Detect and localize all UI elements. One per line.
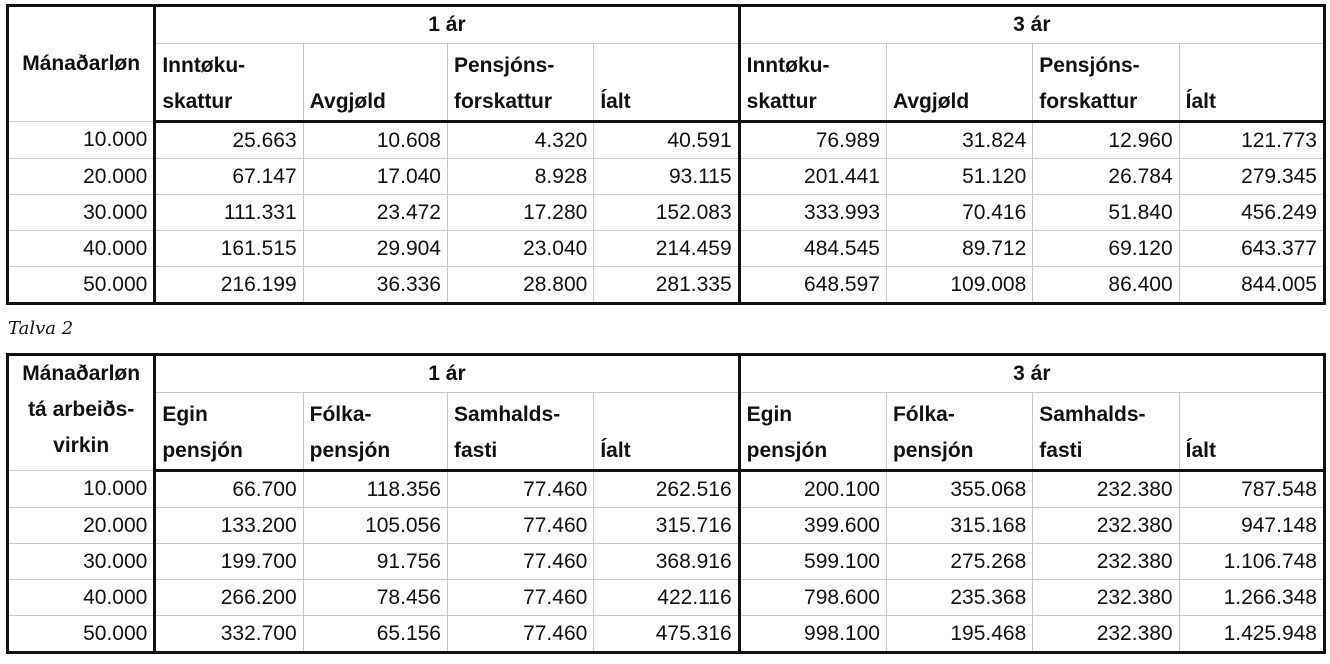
column-header xyxy=(447,393,593,471)
table-cell: 78.456 xyxy=(303,580,447,616)
table-cell: 648.597 xyxy=(739,267,886,303)
table-cell: 12.960 xyxy=(1033,122,1179,159)
table-cell: 200.100 xyxy=(739,471,886,508)
row-salary-cell: 30.000 xyxy=(9,544,155,580)
column-header-line: Fólka- xyxy=(892,403,955,426)
table-row xyxy=(9,122,1324,159)
column-header-line: Íalt xyxy=(1185,90,1216,113)
column-header xyxy=(155,44,303,122)
table-cell: 161.515 xyxy=(155,231,303,267)
table-cell: 262.516 xyxy=(594,471,739,508)
table-cell: 89.712 xyxy=(886,231,1032,267)
row-header-line: Mánaðarløn xyxy=(22,362,141,385)
column-header-line: Íalt xyxy=(600,439,631,462)
table-cell: 998.100 xyxy=(739,616,886,652)
table-cell: 17.040 xyxy=(303,159,447,195)
column-header xyxy=(155,393,303,471)
column-header-line: forskattur xyxy=(1039,90,1138,113)
table-cell: 76.989 xyxy=(739,122,886,159)
table-cell: 28.800 xyxy=(447,267,593,303)
table-cell: 399.600 xyxy=(739,508,886,544)
column-header-line: Samhalds- xyxy=(1039,403,1146,426)
group-header-1-year: 1 ár xyxy=(155,7,739,44)
table-row xyxy=(9,471,1324,508)
column-header-line: skattur xyxy=(162,90,233,113)
table-cell: 118.356 xyxy=(303,471,447,508)
column-header xyxy=(1033,44,1179,122)
table-cell: 77.460 xyxy=(447,471,593,508)
row-salary-cell: 10.000 xyxy=(9,122,155,159)
table-row xyxy=(9,544,1324,580)
table-cell: 10.608 xyxy=(303,122,447,159)
table-cell: 475.316 xyxy=(594,616,739,652)
column-header-line: fasti xyxy=(1039,439,1083,462)
table-row xyxy=(9,195,1324,231)
column-header xyxy=(303,44,447,122)
table-cell: 40.591 xyxy=(594,122,739,159)
column-header-line: Avgjøld xyxy=(892,90,970,113)
table-cell: 787.548 xyxy=(1179,471,1323,508)
table-cell: 36.336 xyxy=(303,267,447,303)
table-cell: 279.345 xyxy=(1179,159,1323,195)
table-cell: 232.380 xyxy=(1033,544,1179,580)
column-header xyxy=(1033,393,1179,471)
group-header-3-years: 3 ár xyxy=(739,7,1323,44)
column-header-line: pensjón xyxy=(162,439,243,462)
table-cell: 232.380 xyxy=(1033,616,1179,652)
table-cell: 23.472 xyxy=(303,195,447,231)
table-cell: 798.600 xyxy=(739,580,886,616)
table-cell: 332.700 xyxy=(155,616,303,652)
table-cell: 93.115 xyxy=(594,159,739,195)
table-cell: 844.005 xyxy=(1179,267,1323,303)
row-header-line: virkin xyxy=(53,434,110,457)
table-cell: 643.377 xyxy=(1179,231,1323,267)
column-header-line xyxy=(1186,48,1317,84)
group-header-1-year: 1 ár xyxy=(155,356,739,393)
row-salary-cell: 10.000 xyxy=(9,471,155,508)
table-cell: 195.468 xyxy=(886,616,1032,652)
table-row xyxy=(9,580,1324,616)
table-cell: 1.425.948 xyxy=(1179,616,1323,652)
table-cell: 26.784 xyxy=(1033,159,1179,195)
table-cell: 31.824 xyxy=(886,122,1032,159)
column-header xyxy=(739,393,886,471)
table-cell: 201.441 xyxy=(739,159,886,195)
column-header-line: Íalt xyxy=(600,90,631,113)
column-header xyxy=(447,44,593,122)
table-cell: 25.663 xyxy=(155,122,303,159)
table-cell: 232.380 xyxy=(1033,508,1179,544)
group-header-3-years: 3 ár xyxy=(739,356,1323,393)
column-header-line: pensjón xyxy=(746,439,828,462)
column-header-line xyxy=(600,48,731,84)
column-header-line: Avgjøld xyxy=(309,90,386,113)
table-cell: 77.460 xyxy=(447,580,593,616)
table-cell: 275.268 xyxy=(886,544,1032,580)
table-cell: 232.380 xyxy=(1033,580,1179,616)
column-header xyxy=(886,44,1032,122)
column-header xyxy=(303,393,447,471)
table-cell: 947.148 xyxy=(1179,508,1323,544)
table-cell: 484.545 xyxy=(739,231,886,267)
pension-table xyxy=(8,355,1324,652)
column-header-line xyxy=(310,48,441,84)
column-header xyxy=(594,44,739,122)
column-header-line: Inntøku- xyxy=(162,54,246,77)
column-header-line: Egin xyxy=(162,403,208,426)
column-header xyxy=(886,393,1032,471)
column-header-line: Íalt xyxy=(1185,439,1216,462)
column-header xyxy=(1179,393,1323,471)
table-cell: 4.320 xyxy=(447,122,593,159)
column-header-line: Fólka- xyxy=(309,403,372,426)
column-header-line: Pensjóns- xyxy=(1039,54,1140,77)
table-cell: 105.056 xyxy=(303,508,447,544)
table-row xyxy=(9,159,1324,195)
column-header-line: Inntøku- xyxy=(746,54,830,77)
table-cell: 315.168 xyxy=(886,508,1032,544)
column-header-line: Samhalds- xyxy=(453,403,561,426)
table-cell: 133.200 xyxy=(155,508,303,544)
column-header-line xyxy=(1186,397,1317,433)
table-cell: 23.040 xyxy=(447,231,593,267)
column-header xyxy=(739,44,886,122)
table-cell: 599.100 xyxy=(739,544,886,580)
row-header-line: tá arbeiðs- xyxy=(28,398,135,421)
column-header-line: Pensjóns- xyxy=(453,54,555,77)
table-row xyxy=(9,267,1324,303)
table-cell: 281.335 xyxy=(594,267,739,303)
column-header-line: pensjón xyxy=(892,439,974,462)
table-cell: 69.120 xyxy=(1033,231,1179,267)
table-cell: 121.773 xyxy=(1179,122,1323,159)
table-cell: 77.460 xyxy=(447,508,593,544)
table-cell: 266.200 xyxy=(155,580,303,616)
row-salary-cell: 20.000 xyxy=(9,508,155,544)
table-cell: 77.460 xyxy=(447,616,593,652)
column-header xyxy=(1179,44,1323,122)
column-header-line: Egin xyxy=(746,403,793,426)
table-cell: 1.106.748 xyxy=(1179,544,1323,580)
row-salary-cell: 20.000 xyxy=(9,159,155,195)
column-header-line: fasti xyxy=(453,439,498,462)
table-cell: 70.416 xyxy=(886,195,1032,231)
table-cell: 456.249 xyxy=(1179,195,1323,231)
table-cell: 29.904 xyxy=(303,231,447,267)
table-cell: 91.756 xyxy=(303,544,447,580)
row-salary-cell: 50.000 xyxy=(9,267,155,303)
table-row xyxy=(9,231,1324,267)
column-header xyxy=(594,393,739,471)
table-cell: 77.460 xyxy=(447,544,593,580)
row-salary-cell: 40.000 xyxy=(9,231,155,267)
table-cell: 422.116 xyxy=(594,580,739,616)
row-salary-cell: 40.000 xyxy=(9,580,155,616)
table-cell: 67.147 xyxy=(155,159,303,195)
table-caption: Talva 2 xyxy=(8,318,74,339)
table-cell: 109.008 xyxy=(886,267,1032,303)
table-cell: 333.993 xyxy=(739,195,886,231)
column-header-line xyxy=(600,397,731,433)
table-cell: 51.120 xyxy=(886,159,1032,195)
table-cell: 65.156 xyxy=(303,616,447,652)
table-cell: 111.331 xyxy=(155,195,303,231)
row-header-monthly-salary-working xyxy=(9,356,155,471)
column-header-line xyxy=(893,48,1026,84)
row-salary-cell: 50.000 xyxy=(9,616,155,652)
column-header-line: forskattur xyxy=(453,90,553,113)
table-cell: 355.068 xyxy=(886,471,1032,508)
row-salary-cell: 30.000 xyxy=(9,195,155,231)
row-header-monthly-salary: Mánaðarløn xyxy=(9,7,155,122)
table-cell: 1.266.348 xyxy=(1179,580,1323,616)
table-cell: 199.700 xyxy=(155,544,303,580)
table-cell: 17.280 xyxy=(447,195,593,231)
table-cell: 368.916 xyxy=(594,544,739,580)
table-row xyxy=(9,508,1324,544)
table-cell: 235.368 xyxy=(886,580,1032,616)
table-row xyxy=(9,616,1324,652)
table-cell: 315.716 xyxy=(594,508,739,544)
tax-table xyxy=(8,6,1324,303)
table-cell: 216.199 xyxy=(155,267,303,303)
table-cell: 152.083 xyxy=(594,195,739,231)
table-cell: 51.840 xyxy=(1033,195,1179,231)
table-cell: 66.700 xyxy=(155,471,303,508)
table-cell: 214.459 xyxy=(594,231,739,267)
table-cell: 86.400 xyxy=(1033,267,1179,303)
table-cell: 232.380 xyxy=(1033,471,1179,508)
table-cell: 8.928 xyxy=(447,159,593,195)
column-header-line: skattur xyxy=(746,90,817,113)
column-header-line: pensjón xyxy=(309,439,391,462)
